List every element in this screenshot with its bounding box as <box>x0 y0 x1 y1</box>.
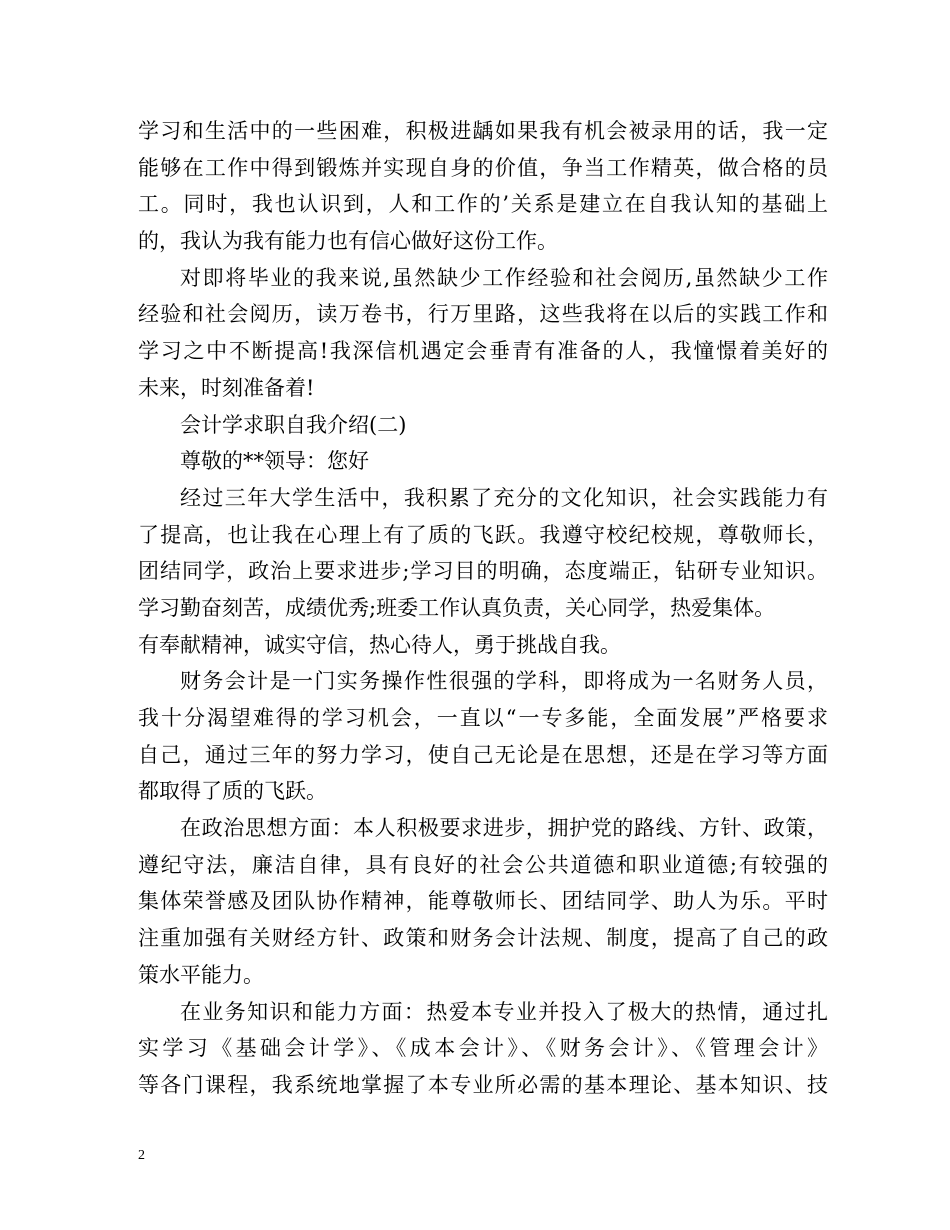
text-line: 学习之中不断提高!我深信机遇定会垂青有准备的人，我憧憬着美好的 <box>138 339 828 364</box>
text-line: 在政治思想方面：本人积极要求进步，拥护党的路线、方针、政策， <box>180 816 828 841</box>
text-line: 等各门课程，我系统地掌握了本专业所必需的基本理论、基本知识、技 <box>138 1072 828 1097</box>
page-number: 2 <box>138 1148 145 1163</box>
text-line: 在业务知识和能力方面：热爱本专业并投入了极大的热情，通过扎 <box>180 999 828 1024</box>
text-line: 的，我认为我有能力也有信心做好这份工作。 <box>138 229 558 254</box>
text-line: 都取得了质的飞跃。 <box>138 779 327 804</box>
text-line: 策水平能力。 <box>138 962 264 987</box>
body-text <box>138 113 828 1104</box>
text-line: 对即将毕业的我来说,虽然缺少工作经验和社会阅历,虽然缺少工作 <box>180 265 828 290</box>
text-line: 注重加强有关财经方针、政策和财务会计法规、制度，提高了自己的政 <box>138 926 828 951</box>
text-line: 经过三年大学生活中，我积累了充分的文化知识，社会实践能力有 <box>180 485 828 510</box>
text-line: 经验和社会阅历，读万卷书，行万里路，这些我将在以后的实践工作和 <box>138 302 828 327</box>
text-line: 自己，通过三年的努力学习，使自己无论是在思想，还是在学习等方面 <box>138 742 828 767</box>
text-line: 学习勤奋刻苦，成绩优秀;班委工作认真负责，关心同学，热爱集体。 <box>138 595 776 620</box>
text-line: 实学习《基础会计学》、《成本会计》、《财务会计》、《管理会计》 <box>138 1036 828 1061</box>
text-line: 学习和生活中的一些困难，积极进龋如果我有机会被录用的话，我一定 <box>138 119 828 143</box>
text-line: 未来，时刻准备着! <box>138 375 315 400</box>
text-line: 遵纪守法，廉洁自律，具有良好的社会公共道德和职业道德;有较强的 <box>138 852 828 877</box>
salutation: 尊敬的**领导：您好 <box>180 449 369 474</box>
section-heading: 会计学求职自我介绍(二) <box>180 412 407 437</box>
text-line: 团结同学，政治上要求进步;学习目的明确，态度端正，钻研专业知识。 <box>138 559 828 584</box>
text-line: 能够在工作中得到锻炼并实现自身的价值，争当工作精英，做合格的员 <box>138 155 828 180</box>
text-line: 财务会计是一门实务操作性很强的学科，即将成为一名财务人员， <box>180 669 828 694</box>
text-line: 有奉献精神，诚实守信，热心待人，勇于挑战自我。 <box>138 632 621 657</box>
text-line: 集体荣誉感及团队协作精神，能尊敬师长、团结同学、助人为乐。平时 <box>138 889 828 914</box>
text-line: 我十分渴望难得的学习机会，一直以“一专多能，全面发展”严格要求 <box>138 706 828 730</box>
text-line: 工。同时，我也认识到，人和工作的’关系是建立在自我认知的基础上 <box>138 192 828 217</box>
text-line: 了提高，也让我在心理上有了质的飞跃。我遵守校纪校规，尊敬师长， <box>138 522 828 547</box>
